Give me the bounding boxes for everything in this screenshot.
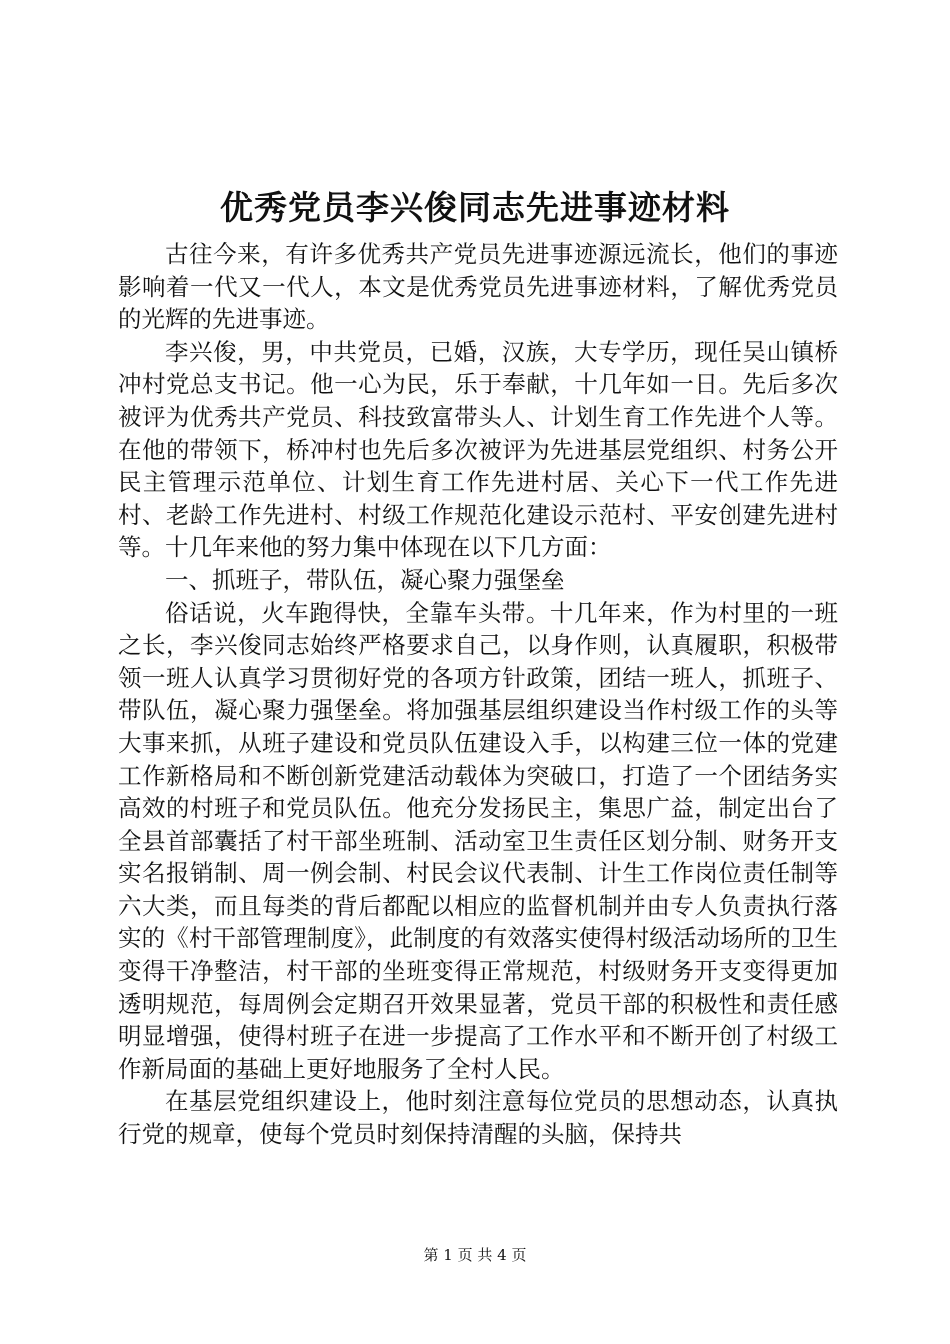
paragraph-party-building: 在基层党组织建设上，他时刻注意每位党员的思想动态，认真执行党的规章，使每个党员时刻保持清醒的头脑，保持共 [118, 1087, 838, 1149]
document-body [118, 238, 838, 1151]
section-heading-1: 一、抓班子，带队伍，凝心聚力强堡垒 [165, 565, 565, 594]
document-title: 优秀党员李兴俊同志先进事迹材料 [220, 188, 730, 227]
paragraph-section-1: 俗话说，火车跑得快，全靠车头带。十几年来，作为村里的一班之长，李兴俊同志始终严格要求自己，以身作则，认真履职，积极带领一班人认真学习贯彻好党的各项方针政策，团结一班人，抓班子、带队伍，凝心聚力强堡垒。将加强基层组织建设当作村级工作的头等大事来抓，从班子建设和党员队伍建设入手，以构建三位一体的党建工作新格局和不断创新党建活动载体为突破口，打造了一个团结务实高效的村班子和党员队伍。他充分发扬民主，集思广益，制定出台了全县首部囊括了村干部坐班制、活动室卫生责任区划分制、财务开支实名报销制、周一例会制、村民会议代表制、计生工作岗位责任制等六大类，而且每类的背后都配以相应的监督机制并由专人负责执行落实的《村干部管理制度》，此制度的有效落实使得村级活动场所的卫生变得干净整洁，村干部的坐班变得正常规范，村级财务开支变得更加透明规范，每周例会定期召开效果显著，党员干部的积极性和责任感明显增强，使得村班子在进一步提高了工作水平和不断开创了村级工作新局面的基础上更好地服务了全村人民。 [118, 598, 838, 1083]
paragraph-profile: 李兴俊，男，中共党员，已婚，汉族，大专学历，现任吴山镇桥冲村党总支书记。他一心为民，乐于奉献，十几年如一日。先后多次被评为优秀共产党员、科技致富带头人、计划生育工作先进个人等。在他的带领下，桥冲村也先后多次被评为先进基层党组织、村务公开民主管理示范单位、计划生育工作先进村居、关心下一代工作先进村、老龄工作先进村、村级工作规范化建设示范村、平安创建先进村等。十几年来他的努力集中体现在以下几方面： [118, 337, 838, 562]
paragraph-intro: 古往今来，有许多优秀共产党员先进事迹源远流长，他们的事迹影响着一代又一代人，本文是优秀党员先进事迹材料，了解优秀党员的光辉的先进事迹。 [118, 240, 838, 334]
page-number-footer: 第 1 页 共 4 页 [423, 1246, 527, 1264]
